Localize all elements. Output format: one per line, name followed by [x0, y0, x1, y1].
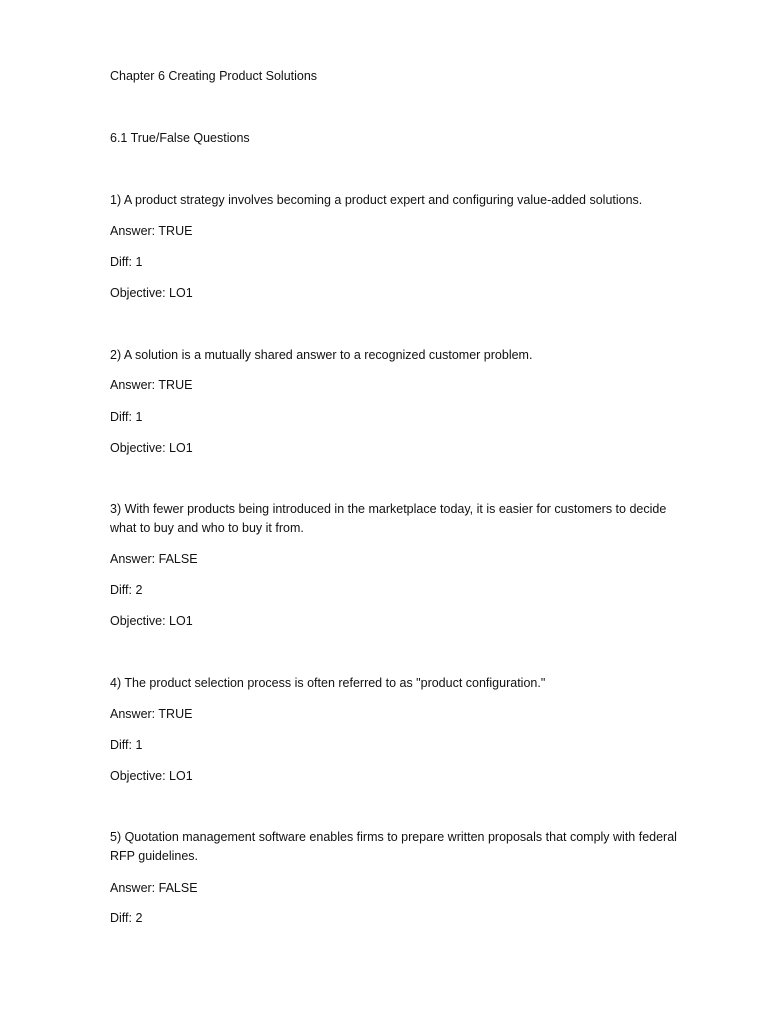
question-3-text-line2: what to buy and who to buy it from.	[110, 521, 304, 535]
question-2-diff: Diff: 1	[110, 410, 143, 424]
question-5-text-line1: 5) Quotation management software enables firms to prepare written proposals that comply with federal	[110, 830, 677, 844]
question-5-diff: Diff: 2	[110, 911, 143, 925]
question-3-answer: Answer: FALSE	[110, 552, 198, 566]
question-4-objective: Objective: LO1	[110, 769, 193, 783]
question-1-text: 1) A product strategy involves becoming a product expert and configuring value-added solutions.	[110, 193, 643, 207]
question-2-objective: Objective: LO1	[110, 441, 193, 455]
question-5-answer: Answer: FALSE	[110, 881, 198, 895]
question-3-objective: Objective: LO1	[110, 614, 193, 628]
question-3-diff: Diff: 2	[110, 583, 143, 597]
question-1-answer: Answer: TRUE	[110, 224, 193, 238]
question-4-answer: Answer: TRUE	[110, 707, 193, 721]
section-title: 6.1 True/False Questions	[110, 131, 250, 145]
question-3-text-line1: 3) With fewer products being introduced in the marketplace today, it is easier for customers to decide	[110, 502, 667, 516]
question-1-diff: Diff: 1	[110, 255, 143, 269]
question-5-text-line2: RFP guidelines.	[110, 849, 199, 863]
question-1-objective: Objective: LO1	[110, 286, 193, 300]
question-2-answer: Answer: TRUE	[110, 378, 193, 392]
question-4-diff: Diff: 1	[110, 738, 143, 752]
question-2-text: 2) A solution is a mutually shared answer to a recognized customer problem.	[110, 348, 533, 362]
question-4-text: 4) The product selection process is often referred to as "product configuration."	[110, 676, 546, 690]
chapter-title: Chapter 6 Creating Product Solutions	[110, 69, 318, 83]
